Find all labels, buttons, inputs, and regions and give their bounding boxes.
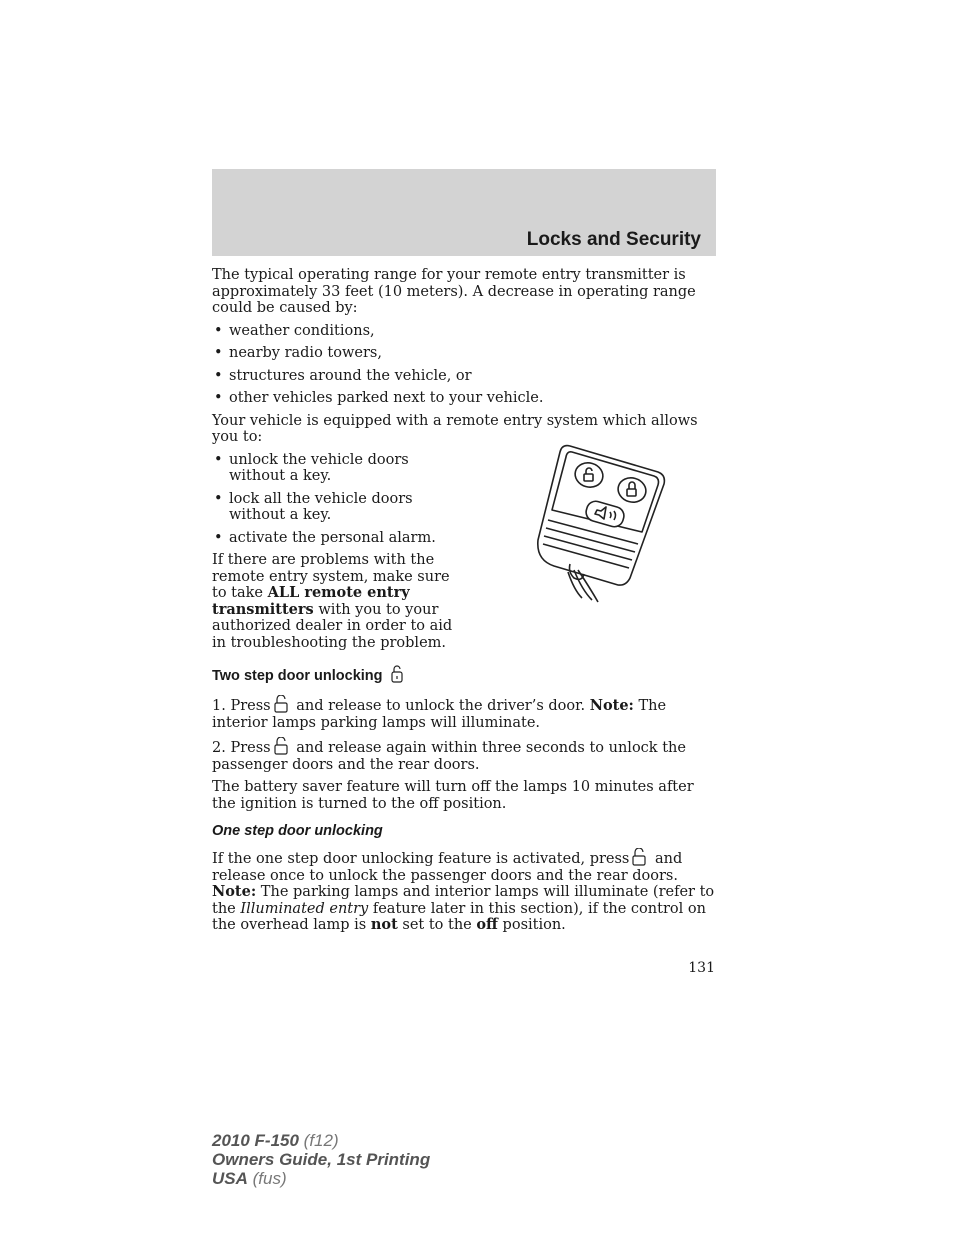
range-factors-list	[212, 323, 718, 407]
footer-line-model: 2010 F-150 (f12)	[212, 1131, 339, 1150]
step-two-paragraph: 2. Press and release again within three seconds to unlock the passenger doors and the rear doors.	[212, 737, 718, 773]
footer-line-region: USA (fus)	[212, 1169, 287, 1188]
section-title: Locks and Security	[526, 229, 701, 250]
two-step-heading: Two step door unlocking	[212, 665, 718, 685]
list-item: • unlock the vehicle doors without a key.	[212, 452, 462, 485]
list-item: • lock all the vehicle doors without a key.	[212, 491, 462, 524]
unlock-button-icon	[390, 665, 404, 683]
step-one-paragraph: 1. Press and release to unlock the driver’s door. Note: The interior lamps parking lamps will illuminate.	[212, 697, 667, 731]
document-footer	[212, 1131, 430, 1188]
battery-saver-paragraph: The battery saver feature will turn off the lamps 10 minutes after the ignition is turned to the off position.	[212, 779, 694, 812]
list-item: • structures around the vehicle, or	[212, 368, 718, 385]
unlock-button-icon	[632, 848, 646, 866]
one-step-heading: One step door unlocking	[212, 823, 383, 839]
unlock-button-icon	[274, 695, 288, 713]
system-features-list	[212, 452, 462, 547]
page-content	[212, 267, 718, 940]
page-number: 131	[688, 960, 715, 976]
one-step-note: Note: The parking lamps and interior lamps will illuminate (refer to the Illuminated entry feature later in this section), if the control on the overhead lamp is not set to the off position.	[212, 883, 715, 933]
range-paragraph: The typical operating range for your remote entry transmitter is approximately 33 feet (10 meters). A decrease in operating range could be caused by:	[212, 267, 696, 316]
list-item: • weather conditions,	[212, 323, 718, 340]
list-item: • activate the personal alarm.	[212, 530, 462, 547]
system-paragraph: Your vehicle is equipped with a remote entry system which allows you to:	[212, 412, 698, 445]
section-header-band	[212, 169, 716, 256]
footer-line-guide: Owners Guide, 1st Printing	[212, 1150, 431, 1169]
unlock-button-icon	[274, 737, 288, 755]
problems-paragraph: If there are problems with the remote entry system, make sure to take ALL remote entry transmitters with you to your authorized dealer in order to aid in troubleshooting the problem.	[212, 552, 453, 651]
list-item: • other vehicles parked next to your vehicle.	[212, 390, 718, 407]
one-step-paragraph: If the one step door unlocking feature is activated, press and release once to unlock the passenger doors and the rear doors.	[212, 848, 718, 884]
list-item: • nearby radio towers,	[212, 345, 718, 362]
remote-key-fob-illustration	[534, 440, 670, 606]
